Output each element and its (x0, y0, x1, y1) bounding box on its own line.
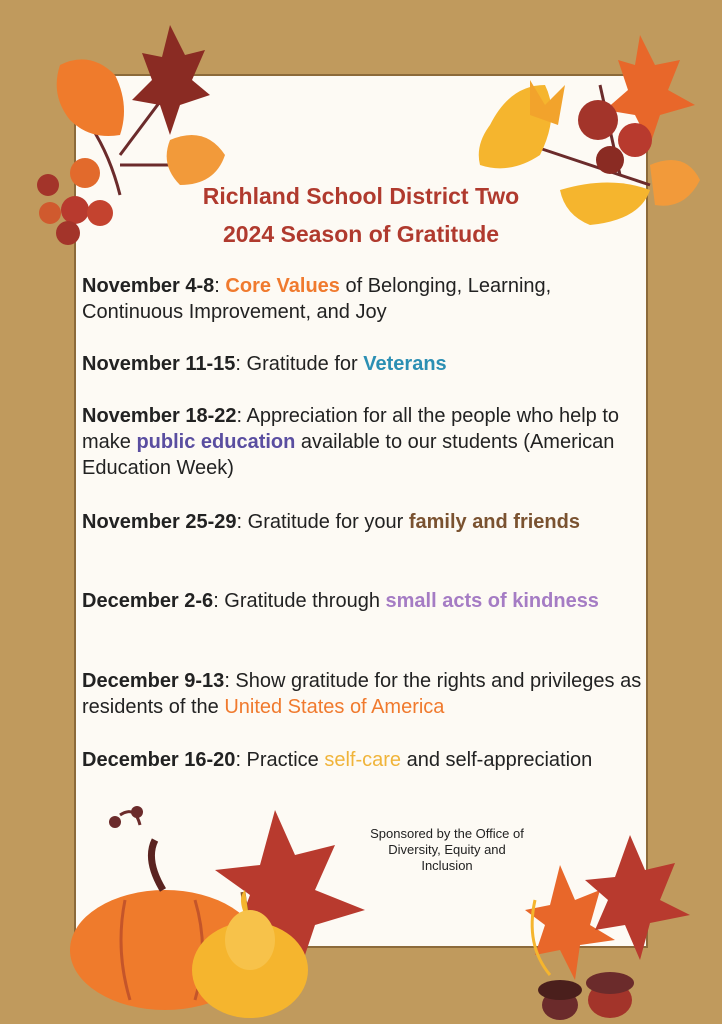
entry-post-text: of Belonging, Learning, Continuous Improvement, and Joy (82, 275, 552, 323)
sponsor-line-3: Inclusion (421, 858, 473, 873)
pumpkins-bottom-left-illustration (45, 800, 375, 1020)
entry-date: December 9-13 (82, 670, 225, 692)
entry-pre-text: : (214, 275, 226, 297)
entry-highlight: self-care (324, 749, 402, 771)
entry-dec-16-20 (82, 747, 642, 773)
entry-nov-4-8 (82, 273, 642, 325)
entry-nov-18-22 (82, 403, 642, 481)
entry-pre-text: : Practice (235, 749, 325, 771)
entry-date: December 2-6 (82, 590, 214, 612)
entry-pre-text: : Show gratitude for the rights and privileges as residents of the (82, 670, 642, 718)
sponsor-line-1: Sponsored by the Office of (370, 826, 524, 841)
district-title: Richland School District Two (202, 183, 520, 209)
entry-nov-25-29 (82, 509, 642, 535)
entry-dec-2-6 (82, 588, 642, 614)
entry-dec-9-13 (82, 668, 642, 720)
entry-post-text: available to our students (American Education Week) (82, 431, 615, 479)
entry-highlight: Veterans (363, 353, 447, 375)
sponsor-note (352, 826, 542, 874)
entry-date: November 4-8 (82, 275, 215, 297)
entry-highlight: family and friends (408, 511, 580, 533)
entry-nov-11-15 (82, 351, 642, 377)
entry-pre-text: : Gratitude for (235, 353, 364, 375)
season-title: 2024 Season of Gratitude (222, 221, 500, 247)
autumn-leaves-top-left-illustration (20, 15, 240, 255)
sponsor-line-2: Diversity, Equity and (388, 842, 506, 857)
entry-pre-text: : Gratitude through (213, 590, 386, 612)
entry-highlight: Core Values (225, 275, 340, 297)
acorns-leaves-bottom-right-illustration (520, 815, 720, 1020)
entry-highlight: public education (136, 431, 296, 453)
entry-highlight: small acts of kindness (385, 590, 599, 612)
entry-date: November 25-29 (82, 511, 237, 533)
entry-post-text: and self-appreciation (401, 749, 593, 771)
entry-pre-text: : Gratitude for your (236, 511, 409, 533)
entry-date: November 18-22 (82, 405, 237, 427)
entry-highlight: United States of America (224, 696, 445, 718)
entry-date: December 16-20 (82, 749, 236, 771)
autumn-leaves-top-right-illustration (470, 15, 710, 245)
entry-pre-text: : Appreciation for all the people who help to make (82, 405, 620, 453)
entry-date: November 11-15 (82, 353, 236, 375)
